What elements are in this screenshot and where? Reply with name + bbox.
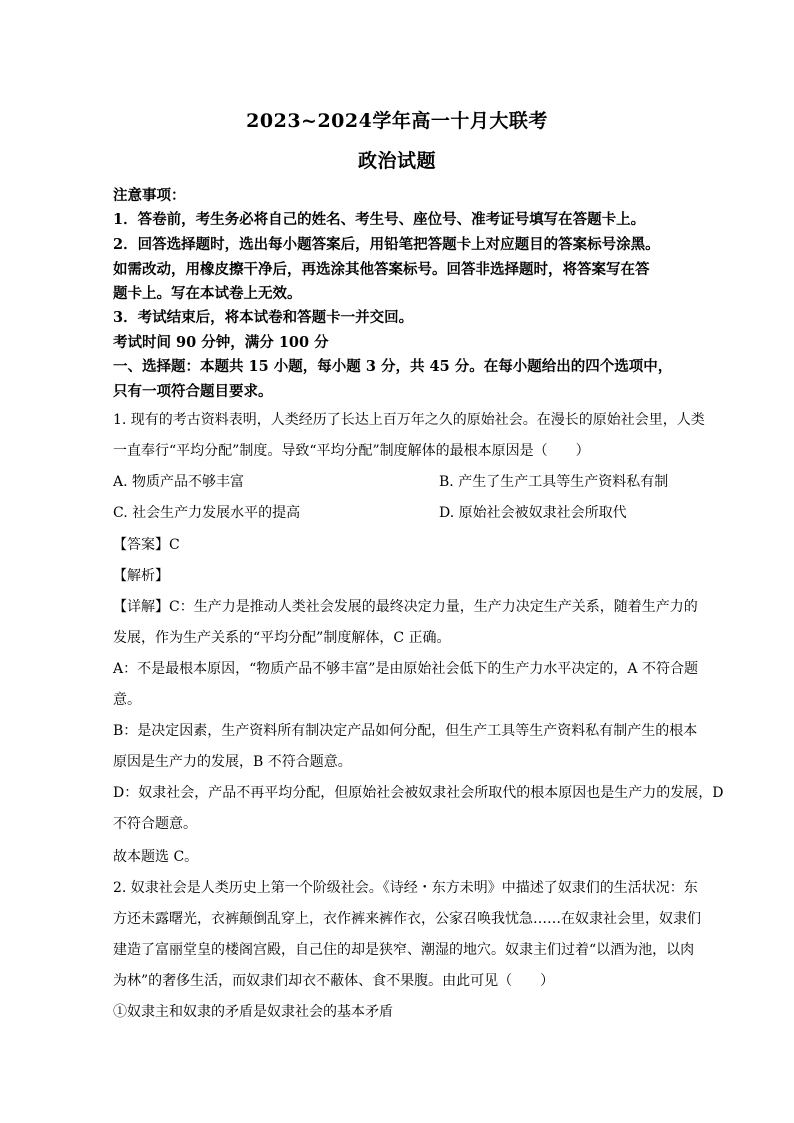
q1-explain-b: B：是决定因素，生产资料所有制决定产品如何分配，但生产工具等生产资料私有制产生的根本 bbox=[113, 723, 698, 739]
section-heading: 一、选择题：本题共 15 小题，每小题 3 分，共 45 分。在每小题给出的四个选项中， bbox=[113, 358, 673, 375]
q2-stem-4: 为林”的奢侈生活，而奴隶们却衣不蔽体、食不果腹。由此可见（ ） bbox=[113, 973, 555, 989]
section-heading-cont: 只有一项符合题目要求。 bbox=[113, 383, 273, 400]
notice-item-1: 1．答卷前，考生务必将自己的姓名、考生号、座位号、准考证号填写在答题卡上。 bbox=[113, 211, 646, 228]
q1-conclusion: 故本题选 C。 bbox=[113, 849, 199, 865]
q1-stem-cont: 一直奉行“平均分配”制度。导致“平均分配”制度解体的最根本原因是（ ） bbox=[113, 443, 590, 459]
q1-explain-b-cont: 原因是生产力的发展，B 不符合题意。 bbox=[113, 754, 352, 770]
q1-detail-cont: 发展，作为生产关系的“平均分配”制度解体，C 正确。 bbox=[113, 630, 451, 646]
q1-stem: 1. 现有的考古资料表明，人类经历了长达上百万年之久的原始社会。在漫长的原始社会里，人类 bbox=[113, 412, 705, 428]
q1-explain-d: D：奴隶社会，产品不再平均分配，但原始社会被奴隶社会所取代的根本原因也是生产力的发展，D bbox=[113, 785, 724, 801]
notice-item-3: 3．考试结束后，将本试卷和答题卡一并交回。 bbox=[113, 309, 414, 326]
exam-time: 考试时间 90 分钟，满分 100 分 bbox=[113, 334, 329, 351]
q1-explain-d-cont: 不符合题意。 bbox=[113, 816, 197, 832]
exam-subtitle: 政治试题 bbox=[357, 150, 436, 172]
q1-option-c: C. 社会生产力发展水平的提高 bbox=[113, 505, 301, 521]
q2-stem: 2. 奴隶社会是人类历史上第一个阶级社会。《诗经・东方未明》中描述了奴隶们的生活状况：东 bbox=[113, 880, 698, 896]
notice-heading: 注意事项： bbox=[113, 187, 186, 204]
q1-option-d: D. 原始社会被奴隶社会所取代 bbox=[439, 505, 627, 521]
q1-analysis-label: 【解析】 bbox=[113, 568, 169, 584]
q1-explain-a: A：不是最根本原因，“物质产品不够丰富”是由原始社会低下的生产力水平决定的，A 不符合题 bbox=[113, 661, 698, 677]
q1-answer: 【答案】C bbox=[113, 537, 180, 553]
notice-item-2: 2．回答选择题时，选出每小题答案后，用铅笔把答题卡上对应题目的答案标号涂黑。 bbox=[113, 236, 660, 253]
notice-item-2-end: 题卡上。写在本试卷上无效。 bbox=[113, 285, 302, 302]
q1-option-a: A. 物质产品不够丰富 bbox=[113, 474, 245, 490]
q1-explain-a-cont: 意。 bbox=[113, 692, 141, 708]
q2-item-1: ①奴隶主和奴隶的矛盾是奴隶社会的基本矛盾 bbox=[113, 1004, 393, 1020]
notice-item-2-cont: 如需改动，用橡皮擦干净后，再选涂其他答案标号。回答非选择题时，将答案写在答 bbox=[113, 261, 650, 278]
q2-stem-3: 建造了富丽堂皇的楼阁宫殿，自己住的却是狭窄、潮湿的地穴。奴隶主们过着“以酒为池，以肉 bbox=[113, 942, 695, 958]
exam-title: 2023~2024学年高一十月大联考 bbox=[246, 110, 548, 132]
q1-option-b: B. 产生了生产工具等生产资料私有制 bbox=[439, 474, 669, 490]
q1-detail: 【详解】C：生产力是推动人类社会发展的最终决定力量，生产力决定生产关系，随着生产力的 bbox=[113, 599, 698, 615]
q2-stem-2: 方还未露曙光，衣裤颠倒乱穿上，衣作裤来裤作衣，公家召唤我忧急……在奴隶社会里，奴隶们 bbox=[113, 911, 701, 927]
